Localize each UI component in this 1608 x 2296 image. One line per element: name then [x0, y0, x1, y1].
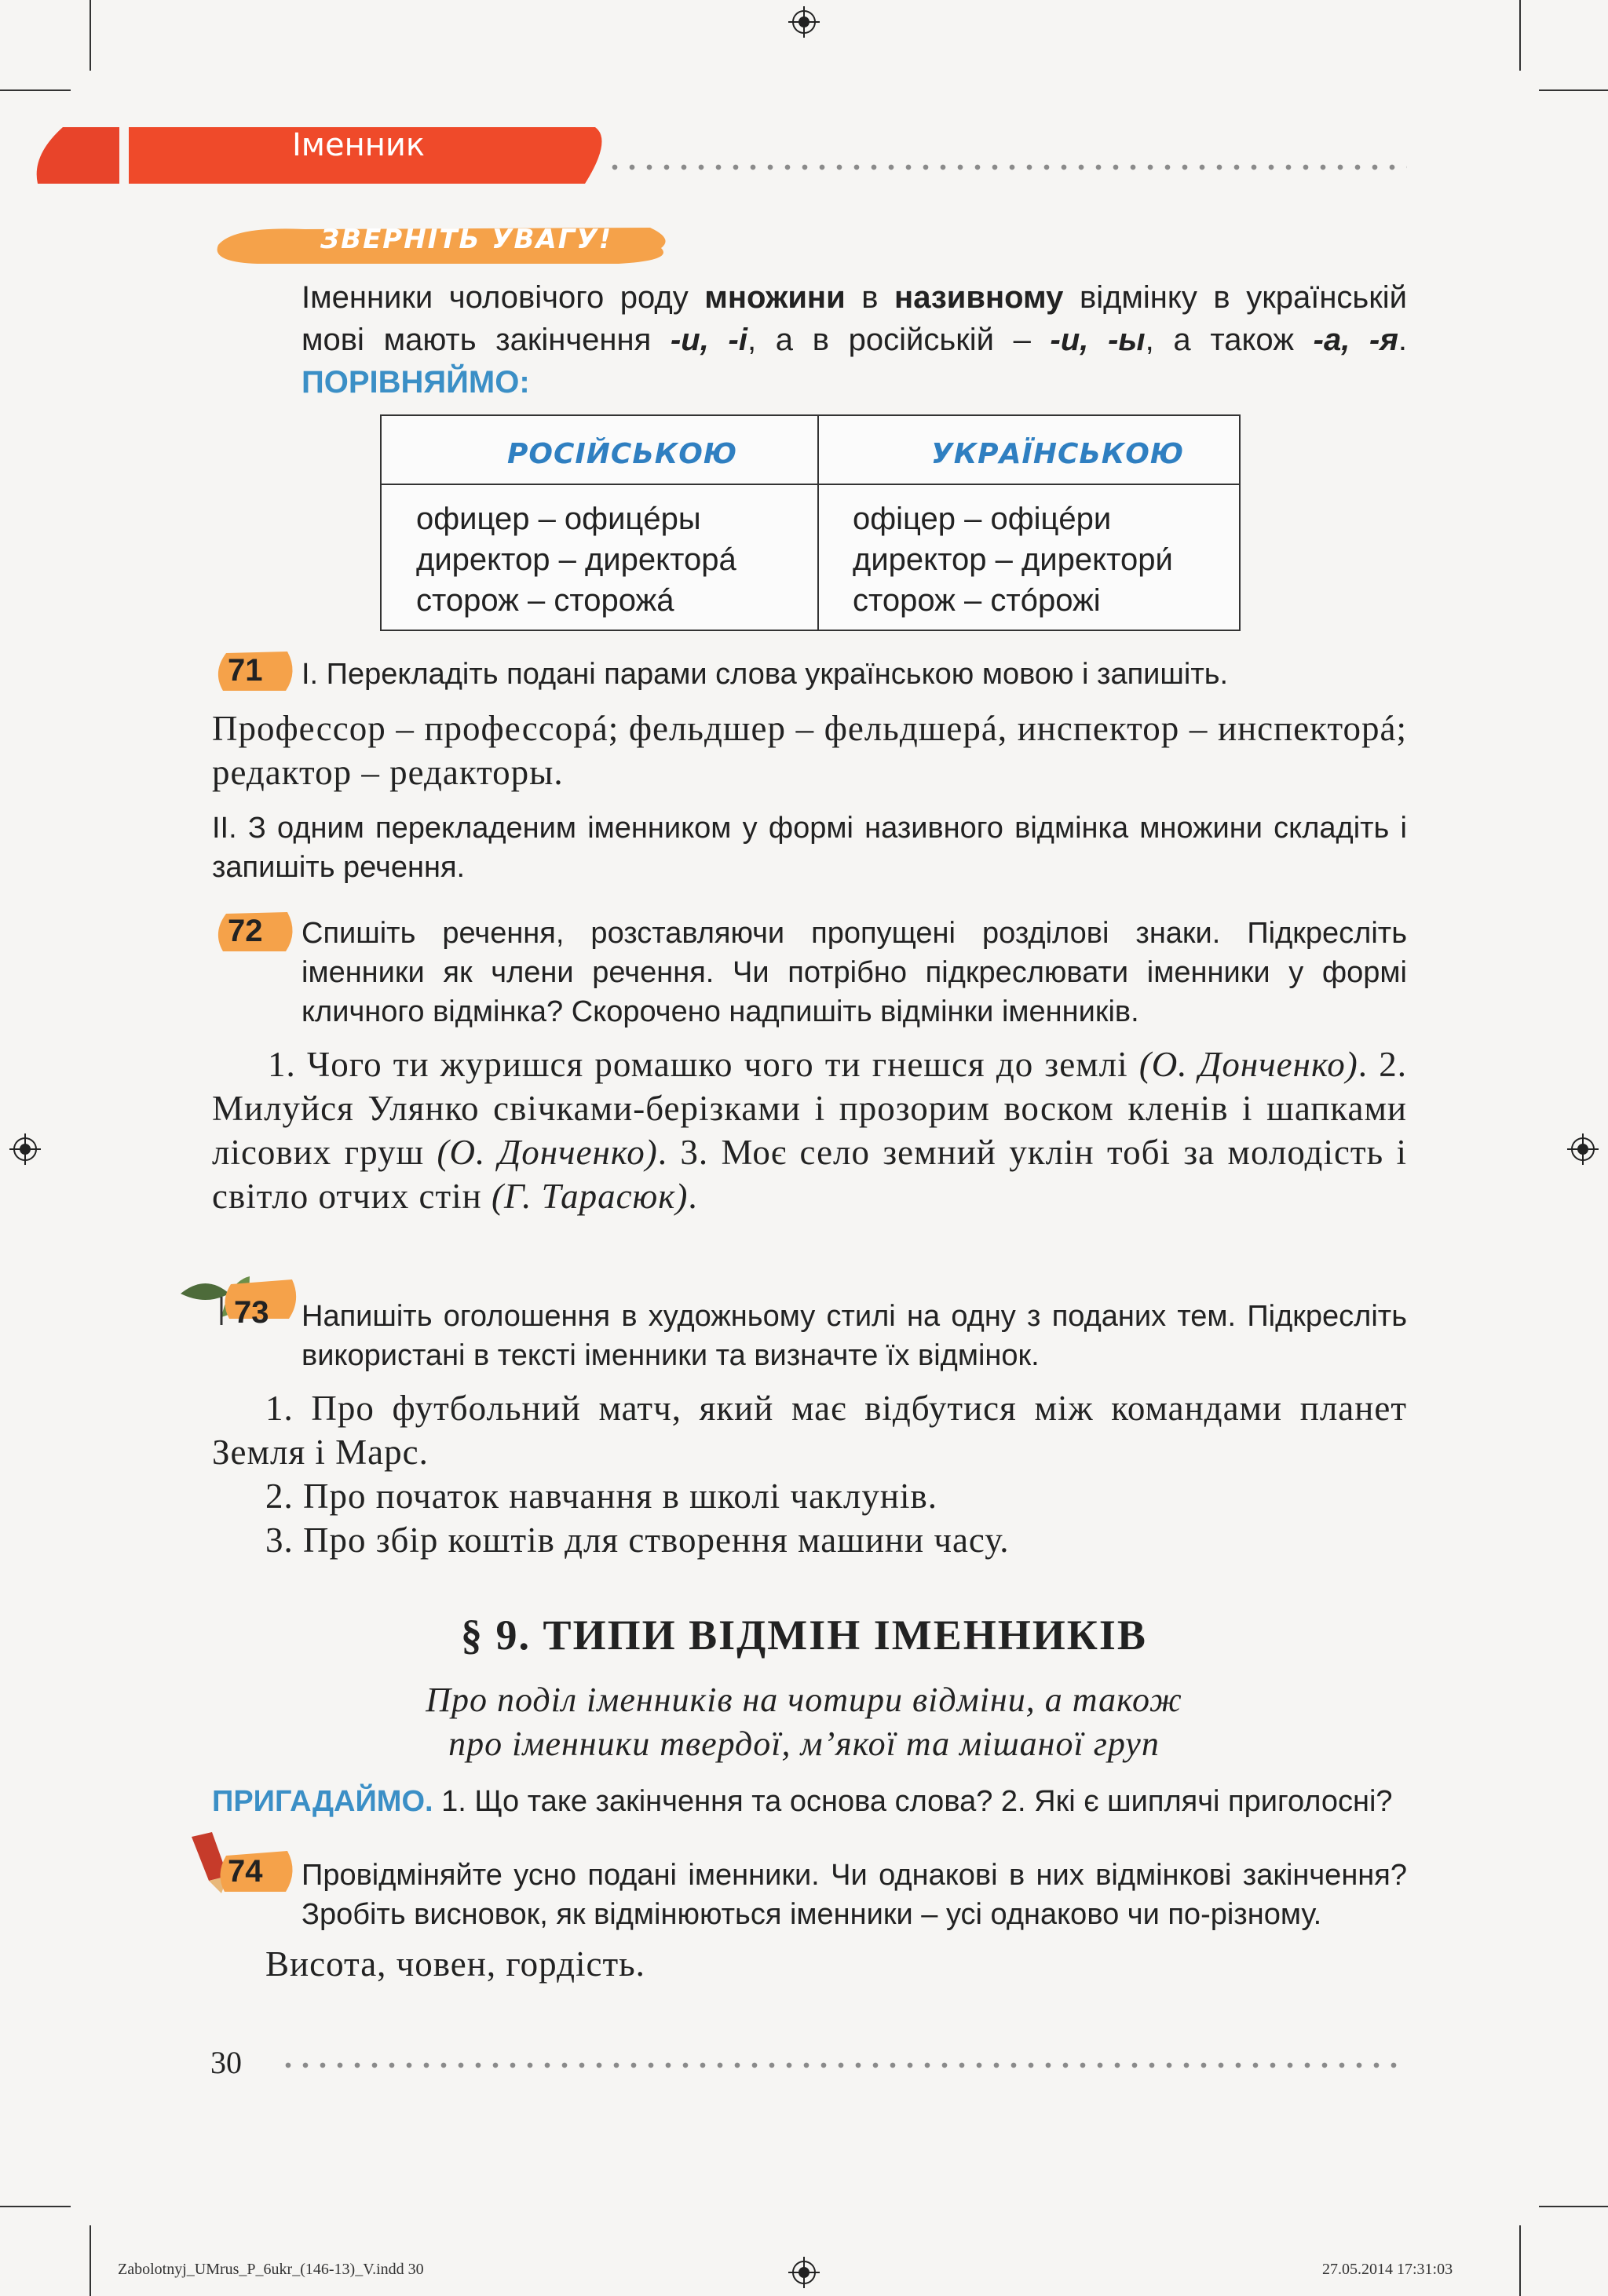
exercise-72-task: Спишіть речення, розставляючи пропущені розділові знаки. Підкресліть іменники як члени речення. Чи потрібно підкреслювати іменники у формі кличного відмінка? Скорочено надпишіть відмінки іменників. — [302, 917, 1407, 1028]
exercise-71-task-2: ІІ. З одним перекладеним іменником у формі називного відмінка множини складіть і запишіть речення. — [212, 812, 1407, 884]
chapter-title: Іменник — [292, 127, 426, 163]
crop-mark — [0, 2206, 71, 2207]
compare-ru-1: офицер – офицéры — [416, 502, 701, 536]
compare-head-ukrainian: УКРАЇНСЬКОЮ — [931, 438, 1185, 470]
registration-mark-icon — [788, 6, 820, 38]
compare-head-russian: РОСІЙСЬКОЮ — [507, 438, 738, 470]
exercise-number: 74 — [228, 1854, 263, 1889]
exercise-number: 73 — [234, 1295, 269, 1330]
recall-text: 1. Що таке закінчення та основа слова? 2. Які є шиплячі приголосні? — [441, 1785, 1393, 1818]
rule-paragraph: Іменники чоловічого роду множини в називному відмінку в українській мові мають закінчення -и, -і, а в російській – -и, -ы, а також -а, -я. ПОРІВНЯЙМО: — [302, 280, 1408, 400]
section-subtitle-1: Про поділ іменників на чотири відміни, а також — [426, 1681, 1182, 1719]
exercise-74-task: Провідміняйте усно подані іменники. Чи однакові в них відмінкові закінчення? Зробіть висновок, як відмінюються іменники – усі однаково чи по-різному. — [302, 1859, 1407, 1931]
section-title: § 9. ТИПИ ВІДМІН ІМЕННИКІВ — [461, 1612, 1147, 1659]
exercise-72-sentences: 1. Чого ти журишся ромашко чого ти гнешся до землі (О. Донченко). 2. Милуйся Улянко свічками-берізками і прозорим воском кленів і шапками лісових груш (О. Донченко). 3. Моє село земний уклін тобі за молодість і світло отчих стін (Г. Тарасюк). — [212, 1045, 1408, 1216]
exercise-73-topic-3: 3. Про збір коштів для створення машини часу. — [265, 1520, 1010, 1560]
compare-uk-3: сторож – стóрожі — [853, 583, 1101, 618]
compare-ru-2: директор – директорá — [416, 542, 736, 577]
crop-mark — [1539, 2206, 1608, 2207]
exercise-71-words: Профессор – профессорá; фельдшер – фельдшерá, инспектор – инспекторá; редактор – редакторы. — [212, 709, 1407, 792]
exercise-71-task-1: І. Перекладіть подані парами слова українською мовою і запишіть. — [302, 658, 1229, 691]
compare-uk-2: директор – директори́ — [853, 542, 1173, 577]
print-date-info: 27.05.2014 17:31:03 — [1322, 2261, 1453, 2278]
attention-badge-label: ЗВЕРНІТЬ УВАГУ! — [320, 224, 613, 255]
recall-line — [212, 1782, 1407, 1821]
exercise-number: 72 — [228, 914, 263, 948]
page-number: 30 — [210, 2045, 242, 2080]
exercise-number: 71 — [228, 653, 263, 688]
crop-mark — [1519, 2225, 1521, 2296]
crop-mark — [1539, 89, 1608, 91]
exercise-74-words: Висота, човен, гордість. — [265, 1944, 645, 1984]
compare-table — [380, 414, 1241, 631]
compare-label: ПОРІВНЯЙМО: — [302, 365, 530, 400]
compare-ru-3: сторож – сторожá — [416, 583, 674, 618]
crop-mark — [90, 0, 91, 71]
exercise-73-topic-2: 2. Про початок навчання в школі чаклунів. — [265, 1477, 937, 1516]
crop-mark — [1519, 0, 1521, 71]
crop-mark — [90, 2225, 91, 2296]
registration-mark-icon — [1567, 1133, 1599, 1165]
registration-mark-icon — [788, 2257, 820, 2288]
footer-dotted-rule — [280, 2061, 1407, 2069]
exercise-73-task: Напишіть оголошення в художньому стилі на одну з поданих тем. Підкресліть використані в тексті іменники та визначте їх відмінок. — [302, 1300, 1407, 1372]
crop-mark — [0, 89, 71, 91]
compare-uk-1: офіцер – офіцéри — [853, 502, 1112, 536]
exercise-73-topic-1: 1. Про футбольний матч, який має відбутися між командами планет Земля і Марс. — [212, 1389, 1407, 1472]
header-dotted-rule — [606, 163, 1407, 171]
section-subtitle-2: про іменники твердої, м’якої та мішаної груп — [448, 1725, 1160, 1763]
recall-label: ПРИГАДАЙМО. — [212, 1785, 433, 1818]
registration-mark-icon — [9, 1133, 41, 1165]
print-file-info: Zabolotnyj_UMrus_P_6ukr_(146-13)_V.indd 30 — [118, 2261, 424, 2278]
